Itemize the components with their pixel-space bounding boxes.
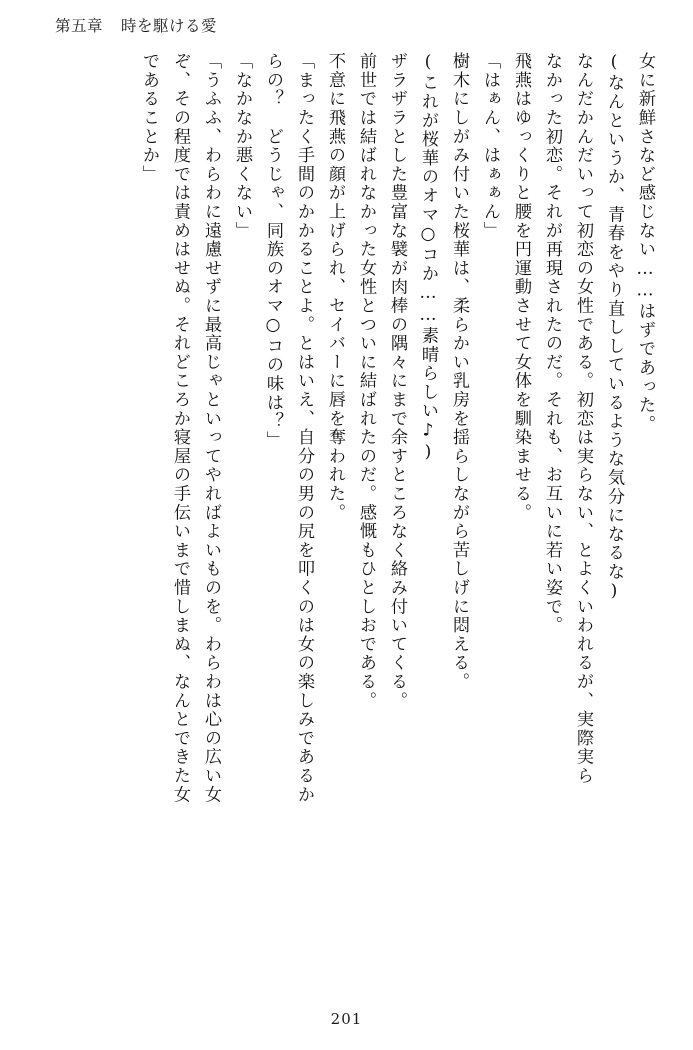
text-line: 「はぁん、はぁぁん」: [480, 52, 500, 240]
chapter-title: 時を駆ける愛: [121, 17, 218, 35]
text-line: 女に新鮮さなど感じない……はずであった。: [635, 52, 655, 434]
text-line: ザラザラとした豊富な襞が肉棒の隅々にまで余すところなく絡み付いてくる。: [387, 52, 407, 710]
page-header: [55, 14, 217, 36]
text-line: 「まったく手間のかかることよ。とはいえ、自分の男の尻を叩くのは女の楽しみであるか: [294, 52, 314, 804]
text-line: 「うふふ、わらわに遠慮せずに最高じゃといってやればよいものを。わらわは心の広い女: [201, 52, 221, 804]
text-line: (これが桜華のオマ○コか……素晴らしい♪): [418, 52, 438, 464]
text-line: (なんというか、青春をやり直ししているような気分になるな): [604, 52, 624, 603]
text-line: 樹木にしがみ付いた桜華は、柔らかい乳房を揺らしながら苦しげに悶える。: [449, 52, 469, 692]
page-number: 201: [330, 1010, 363, 1028]
text-line: であることか」: [139, 52, 159, 184]
text-line: なんだかんだいって初恋の女性である。初恋は実らない、とよくいわれるが、実際実ら: [573, 52, 593, 786]
text-line: 飛燕はゆっくりと腰を円運動させて女体を馴染ませる。: [511, 52, 531, 522]
body-text: [44, 52, 653, 997]
text-line: ぞ、その程度では責めはせぬ。それどころか寝屋の手伝いまで惜しまぬ、なんとできた女: [170, 52, 190, 804]
text-line: 不意に飛燕の顔が上げられ、セイバーに唇を奪われた。: [325, 52, 345, 522]
text-line: 前世では結ばれなかった女性とついに結ばれたのだ。感慨もひとしおである。: [356, 52, 376, 710]
text-line: なかった初恋。それが再現されたのだ。それも、お互いに若い姿で。: [542, 52, 562, 635]
text-line: 「なかなか悪くない」: [232, 52, 252, 240]
chapter-number: 第五章: [55, 17, 104, 35]
text-line: らの？ どうじゃ、同族のオマ○コの味は？」: [263, 52, 283, 450]
